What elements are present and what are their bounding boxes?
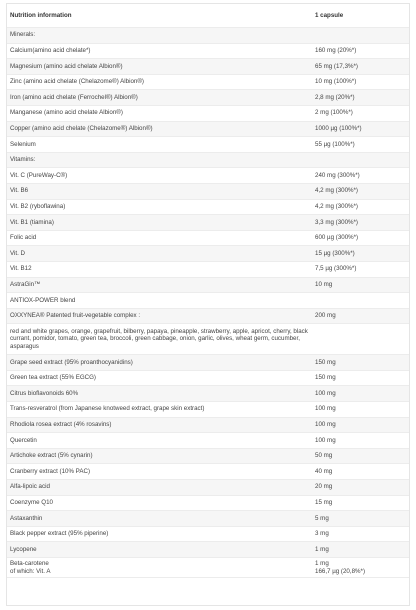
table-row	[7, 293, 409, 309]
ingredient-amount: 4,2 mg (300%*)	[312, 199, 409, 215]
nutrition-table	[7, 4, 409, 578]
ingredient-name: Citrus bioflavonoids 60%	[7, 386, 312, 402]
header-nutrition-information: Nutrition information	[7, 4, 312, 28]
ingredient-amount: 5 mg	[312, 511, 409, 527]
ingredient-amount: 240 mg (300%*)	[312, 168, 409, 184]
ingredient-amount: 160 mg (20%*)	[312, 43, 409, 59]
ingredient-name: Selenium	[7, 137, 312, 153]
ingredient-amount: 65 mg (17,3%*)	[312, 59, 409, 75]
ingredient-name: Vit. C (PureWay-C®)	[7, 168, 312, 184]
ingredient-amount: 150 mg	[312, 370, 409, 386]
ingredient-name: Zinc (amino acid chelate (Chelazome®) Albion®)	[7, 74, 312, 90]
table-row	[7, 152, 409, 168]
table-row	[7, 137, 409, 153]
ingredient-name: red and white grapes, orange, grapefruit, bilberry, papaya, pineapple, strawberry, apple, apricot, cherry, black currant, pomidor, tomato, green tea, broccoli, green cabbage, onion, garlic, olives, wheat germ, cucumber, asparagus	[7, 324, 312, 355]
ingredient-amount: 4,2 mg (300%*)	[312, 183, 409, 199]
table-row	[7, 105, 409, 121]
ingredient-amount: 20 mg	[312, 480, 409, 496]
table-row	[7, 355, 409, 371]
ingredient-name: Copper (amino acid chelate (Chelazome®) Albion®)	[7, 121, 312, 137]
ingredient-amount: 2,8 mg (20%*)	[312, 90, 409, 106]
ingredient-amount: 3 mg	[312, 526, 409, 542]
table-row	[7, 59, 409, 75]
ingredient-amount: 15 mg	[312, 495, 409, 511]
nutrition-table-frame	[6, 3, 410, 606]
ingredient-amount: 15 µg (300%*)	[312, 246, 409, 262]
ingredient-name: Vit. D	[7, 246, 312, 262]
ingredient-name: Quercetin	[7, 433, 312, 449]
table-row	[7, 370, 409, 386]
table-row	[7, 121, 409, 137]
table-row	[7, 28, 409, 44]
table-row	[7, 261, 409, 277]
ingredient-amount: 1000 µg (100%*)	[312, 121, 409, 137]
ingredient-name: Black pepper extract (95% piperine)	[7, 526, 312, 542]
table-row	[7, 558, 409, 578]
table-row	[7, 43, 409, 59]
nutrition-rows	[7, 28, 409, 578]
ingredient-amount: 2 mg (100%*)	[312, 105, 409, 121]
ingredient-amount: 10 mg (100%*)	[312, 74, 409, 90]
ingredient-amount: 55 µg (100%*)	[312, 137, 409, 153]
table-row	[7, 90, 409, 106]
table-row	[7, 199, 409, 215]
ingredient-name: Trans-resveratrol (from Japanese knotweed extract, grape skin extract)	[7, 402, 312, 418]
ingredient-amount	[312, 28, 409, 44]
ingredient-name: ANTIOX-POWER blend	[7, 293, 312, 309]
table-row	[7, 246, 409, 262]
ingredient-amount	[312, 324, 409, 355]
table-row	[7, 433, 409, 449]
ingredient-name: Astaxanthin	[7, 511, 312, 527]
table-row	[7, 277, 409, 293]
table-row	[7, 230, 409, 246]
ingredient-amount: 10 mg	[312, 277, 409, 293]
ingredient-name: Green tea extract (55% EGCG)	[7, 370, 312, 386]
table-row	[7, 480, 409, 496]
table-row	[7, 511, 409, 527]
ingredient-name: OXXYNEA® Patented fruit-vegetable complex :	[7, 308, 312, 324]
table-row	[7, 386, 409, 402]
ingredient-name: Artichoke extract (5% cynarin)	[7, 448, 312, 464]
ingredient-amount: 3,3 mg (300%*)	[312, 215, 409, 231]
ingredient-name: Iron (amino acid chelate (Ferrochel®) Albion®)	[7, 90, 312, 106]
ingredient-name: Folic acid	[7, 230, 312, 246]
table-row	[7, 417, 409, 433]
ingredient-name: Vit. B2 (ryboflawina)	[7, 199, 312, 215]
header-serving-size: 1 capsule	[312, 4, 409, 28]
table-row	[7, 308, 409, 324]
ingredient-name: Beta-carotene of which: Vit. A	[7, 558, 312, 578]
table-header-row	[7, 4, 409, 28]
ingredient-name: Minerals:	[7, 28, 312, 44]
ingredient-name: Cranberry extract (10% PAC)	[7, 464, 312, 480]
ingredient-name: Vit. B12	[7, 261, 312, 277]
table-row	[7, 402, 409, 418]
table-row	[7, 215, 409, 231]
ingredient-amount: 100 mg	[312, 433, 409, 449]
ingredient-name: Vit. B6	[7, 183, 312, 199]
ingredient-name: Lycopene	[7, 542, 312, 558]
ingredient-amount: 100 mg	[312, 386, 409, 402]
ingredient-name: Vit. B1 (tiamina)	[7, 215, 312, 231]
ingredient-amount	[312, 152, 409, 168]
table-row	[7, 448, 409, 464]
ingredient-amount: 150 mg	[312, 355, 409, 371]
ingredient-name: AstraGin™	[7, 277, 312, 293]
ingredient-amount: 100 mg	[312, 417, 409, 433]
ingredient-name: Manganese (amino acid chelate Albion®)	[7, 105, 312, 121]
table-row	[7, 74, 409, 90]
ingredient-name: Magnesium (amino acid chelate Albion®)	[7, 59, 312, 75]
table-row	[7, 542, 409, 558]
table-row	[7, 526, 409, 542]
ingredient-amount: 40 mg	[312, 464, 409, 480]
ingredient-name: Coenzyme Q10	[7, 495, 312, 511]
table-row	[7, 168, 409, 184]
table-row	[7, 495, 409, 511]
ingredient-amount: 1 mg 166,7 µg (20,8%*)	[312, 558, 409, 578]
ingredient-amount: 200 mg	[312, 308, 409, 324]
ingredient-amount	[312, 293, 409, 309]
ingredient-amount: 1 mg	[312, 542, 409, 558]
ingredient-amount: 600 µg (300%*)	[312, 230, 409, 246]
table-row	[7, 464, 409, 480]
ingredient-name: Calcium(amino acid chelate*)	[7, 43, 312, 59]
ingredient-name: Grape seed extract (95% proanthocyanidins)	[7, 355, 312, 371]
ingredient-amount: 50 mg	[312, 448, 409, 464]
ingredient-name: Alfa-lipoic acid	[7, 480, 312, 496]
table-row	[7, 183, 409, 199]
ingredient-name: Vitamins:	[7, 152, 312, 168]
ingredient-amount: 7,5 µg (300%*)	[312, 261, 409, 277]
ingredient-name: Rhodiola rosea extract (4% rosavins)	[7, 417, 312, 433]
ingredient-amount: 100 mg	[312, 402, 409, 418]
table-row	[7, 324, 409, 355]
